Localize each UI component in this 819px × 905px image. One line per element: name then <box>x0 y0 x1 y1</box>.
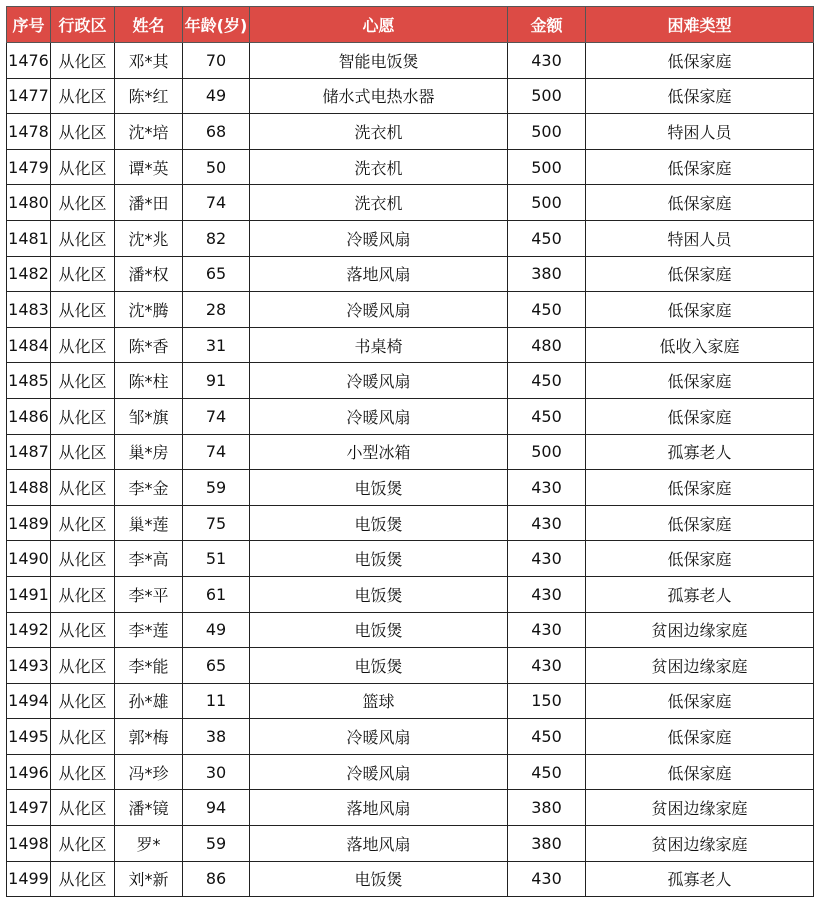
cell-name: 巢*房 <box>115 434 183 470</box>
cell-age: 30 <box>183 754 250 790</box>
cell-amount: 500 <box>508 78 586 114</box>
table-row <box>7 541 814 577</box>
table-row <box>7 363 814 399</box>
table-row <box>7 434 814 470</box>
header-row <box>7 7 814 43</box>
cell-name: 李*能 <box>115 648 183 684</box>
cell-hardship-type: 贫困边缘家庭 <box>586 790 814 826</box>
cell-serial: 1487 <box>7 434 51 470</box>
cell-wish: 电饭煲 <box>250 505 508 541</box>
cell-age: 74 <box>183 398 250 434</box>
cell-wish: 电饭煲 <box>250 470 508 506</box>
header-district: 行政区 <box>51 7 115 43</box>
cell-hardship-type: 低保家庭 <box>586 43 814 79</box>
cell-age: 38 <box>183 719 250 755</box>
cell-age: 91 <box>183 363 250 399</box>
cell-wish: 电饭煲 <box>250 576 508 612</box>
cell-amount: 480 <box>508 327 586 363</box>
cell-serial: 1482 <box>7 256 51 292</box>
cell-amount: 430 <box>508 541 586 577</box>
cell-name: 郭*梅 <box>115 719 183 755</box>
cell-hardship-type: 孤寡老人 <box>586 434 814 470</box>
cell-amount: 450 <box>508 719 586 755</box>
cell-hardship-type: 低保家庭 <box>586 363 814 399</box>
cell-serial: 1485 <box>7 363 51 399</box>
cell-district: 从化区 <box>51 78 115 114</box>
cell-hardship-type: 低收入家庭 <box>586 327 814 363</box>
table-row <box>7 43 814 79</box>
cell-name: 陈*香 <box>115 327 183 363</box>
cell-amount: 450 <box>508 363 586 399</box>
cell-name: 李*高 <box>115 541 183 577</box>
cell-amount: 500 <box>508 434 586 470</box>
cell-name: 陈*红 <box>115 78 183 114</box>
cell-age: 75 <box>183 505 250 541</box>
cell-serial: 1497 <box>7 790 51 826</box>
cell-district: 从化区 <box>51 149 115 185</box>
cell-amount: 430 <box>508 43 586 79</box>
cell-district: 从化区 <box>51 861 115 897</box>
cell-wish: 电饭煲 <box>250 612 508 648</box>
cell-wish: 电饭煲 <box>250 541 508 577</box>
cell-hardship-type: 孤寡老人 <box>586 576 814 612</box>
cell-district: 从化区 <box>51 576 115 612</box>
cell-wish: 落地风扇 <box>250 790 508 826</box>
cell-wish: 冷暖风扇 <box>250 220 508 256</box>
cell-serial: 1481 <box>7 220 51 256</box>
cell-hardship-type: 低保家庭 <box>586 292 814 328</box>
cell-district: 从化区 <box>51 363 115 399</box>
table-row <box>7 220 814 256</box>
table-row <box>7 612 814 648</box>
table-row <box>7 292 814 328</box>
cell-serial: 1480 <box>7 185 51 221</box>
cell-amount: 430 <box>508 576 586 612</box>
table-row <box>7 149 814 185</box>
header-age: 年龄(岁) <box>183 7 250 43</box>
table-row <box>7 861 814 897</box>
cell-age: 70 <box>183 43 250 79</box>
table-row <box>7 790 814 826</box>
cell-name: 李*平 <box>115 576 183 612</box>
cell-amount: 380 <box>508 826 586 862</box>
cell-serial: 1499 <box>7 861 51 897</box>
cell-wish: 冷暖风扇 <box>250 292 508 328</box>
cell-hardship-type: 特困人员 <box>586 114 814 150</box>
cell-name: 巢*莲 <box>115 505 183 541</box>
cell-district: 从化区 <box>51 790 115 826</box>
cell-serial: 1489 <box>7 505 51 541</box>
table-row <box>7 719 814 755</box>
cell-age: 11 <box>183 683 250 719</box>
cell-district: 从化区 <box>51 505 115 541</box>
cell-age: 49 <box>183 612 250 648</box>
cell-amount: 380 <box>508 790 586 826</box>
cell-age: 65 <box>183 256 250 292</box>
cell-hardship-type: 孤寡老人 <box>586 861 814 897</box>
cell-name: 潘*镜 <box>115 790 183 826</box>
cell-district: 从化区 <box>51 541 115 577</box>
cell-wish: 储水式电热水器 <box>250 78 508 114</box>
cell-amount: 450 <box>508 292 586 328</box>
cell-name: 李*金 <box>115 470 183 506</box>
cell-age: 49 <box>183 78 250 114</box>
cell-amount: 450 <box>508 398 586 434</box>
cell-hardship-type: 贫困边缘家庭 <box>586 612 814 648</box>
table-row <box>7 576 814 612</box>
header-name: 姓名 <box>115 7 183 43</box>
cell-name: 潘*田 <box>115 185 183 221</box>
cell-district: 从化区 <box>51 292 115 328</box>
cell-serial: 1493 <box>7 648 51 684</box>
cell-name: 刘*新 <box>115 861 183 897</box>
cell-age: 68 <box>183 114 250 150</box>
cell-district: 从化区 <box>51 185 115 221</box>
cell-wish: 洗衣机 <box>250 114 508 150</box>
cell-hardship-type: 低保家庭 <box>586 470 814 506</box>
header-hardship-type: 困难类型 <box>586 7 814 43</box>
cell-name: 陈*柱 <box>115 363 183 399</box>
cell-district: 从化区 <box>51 327 115 363</box>
cell-district: 从化区 <box>51 256 115 292</box>
cell-district: 从化区 <box>51 719 115 755</box>
cell-wish: 电饭煲 <box>250 861 508 897</box>
cell-age: 59 <box>183 826 250 862</box>
cell-name: 冯*珍 <box>115 754 183 790</box>
cell-wish: 冷暖风扇 <box>250 398 508 434</box>
table-row <box>7 754 814 790</box>
cell-amount: 450 <box>508 220 586 256</box>
cell-amount: 500 <box>508 114 586 150</box>
cell-age: 82 <box>183 220 250 256</box>
cell-serial: 1491 <box>7 576 51 612</box>
cell-district: 从化区 <box>51 754 115 790</box>
cell-wish: 智能电饭煲 <box>250 43 508 79</box>
wish-list-table <box>6 6 814 897</box>
cell-age: 74 <box>183 185 250 221</box>
cell-hardship-type: 低保家庭 <box>586 398 814 434</box>
table-row <box>7 327 814 363</box>
cell-hardship-type: 低保家庭 <box>586 754 814 790</box>
cell-name: 邓*其 <box>115 43 183 79</box>
header-serial: 序号 <box>7 7 51 43</box>
cell-wish: 洗衣机 <box>250 185 508 221</box>
cell-hardship-type: 低保家庭 <box>586 185 814 221</box>
cell-amount: 430 <box>508 505 586 541</box>
table-row <box>7 256 814 292</box>
cell-name: 沈*培 <box>115 114 183 150</box>
cell-name: 罗* <box>115 826 183 862</box>
cell-serial: 1484 <box>7 327 51 363</box>
header-amount: 金额 <box>508 7 586 43</box>
cell-amount: 430 <box>508 470 586 506</box>
cell-serial: 1479 <box>7 149 51 185</box>
table-row <box>7 826 814 862</box>
cell-amount: 450 <box>508 754 586 790</box>
cell-wish: 落地风扇 <box>250 826 508 862</box>
table-row <box>7 78 814 114</box>
cell-age: 94 <box>183 790 250 826</box>
table-row <box>7 470 814 506</box>
cell-amount: 380 <box>508 256 586 292</box>
cell-serial: 1490 <box>7 541 51 577</box>
cell-wish: 冷暖风扇 <box>250 363 508 399</box>
cell-amount: 500 <box>508 185 586 221</box>
table-row <box>7 114 814 150</box>
cell-hardship-type: 贫困边缘家庭 <box>586 648 814 684</box>
cell-wish: 篮球 <box>250 683 508 719</box>
cell-district: 从化区 <box>51 220 115 256</box>
cell-serial: 1486 <box>7 398 51 434</box>
cell-age: 31 <box>183 327 250 363</box>
cell-wish: 小型冰箱 <box>250 434 508 470</box>
cell-district: 从化区 <box>51 434 115 470</box>
cell-hardship-type: 低保家庭 <box>586 256 814 292</box>
cell-district: 从化区 <box>51 826 115 862</box>
table-row <box>7 185 814 221</box>
cell-amount: 430 <box>508 612 586 648</box>
cell-age: 74 <box>183 434 250 470</box>
cell-serial: 1494 <box>7 683 51 719</box>
cell-serial: 1483 <box>7 292 51 328</box>
cell-district: 从化区 <box>51 470 115 506</box>
cell-serial: 1488 <box>7 470 51 506</box>
cell-serial: 1498 <box>7 826 51 862</box>
cell-amount: 500 <box>508 149 586 185</box>
cell-name: 沈*腾 <box>115 292 183 328</box>
cell-hardship-type: 低保家庭 <box>586 719 814 755</box>
cell-name: 潘*权 <box>115 256 183 292</box>
cell-serial: 1478 <box>7 114 51 150</box>
cell-district: 从化区 <box>51 648 115 684</box>
cell-age: 86 <box>183 861 250 897</box>
cell-hardship-type: 特困人员 <box>586 220 814 256</box>
cell-amount: 430 <box>508 861 586 897</box>
cell-serial: 1495 <box>7 719 51 755</box>
table-row <box>7 505 814 541</box>
cell-wish: 冷暖风扇 <box>250 754 508 790</box>
cell-wish: 冷暖风扇 <box>250 719 508 755</box>
cell-name: 谭*英 <box>115 149 183 185</box>
cell-amount: 150 <box>508 683 586 719</box>
cell-name: 沈*兆 <box>115 220 183 256</box>
cell-hardship-type: 低保家庭 <box>586 149 814 185</box>
cell-serial: 1477 <box>7 78 51 114</box>
cell-hardship-type: 低保家庭 <box>586 505 814 541</box>
cell-wish: 书桌椅 <box>250 327 508 363</box>
table-row <box>7 648 814 684</box>
cell-name: 李*莲 <box>115 612 183 648</box>
cell-wish: 落地风扇 <box>250 256 508 292</box>
header-wish: 心愿 <box>250 7 508 43</box>
cell-serial: 1496 <box>7 754 51 790</box>
cell-age: 65 <box>183 648 250 684</box>
cell-age: 50 <box>183 149 250 185</box>
cell-district: 从化区 <box>51 683 115 719</box>
cell-district: 从化区 <box>51 398 115 434</box>
cell-wish: 电饭煲 <box>250 648 508 684</box>
cell-hardship-type: 低保家庭 <box>586 683 814 719</box>
cell-serial: 1476 <box>7 43 51 79</box>
cell-name: 邹*旗 <box>115 398 183 434</box>
cell-hardship-type: 贫困边缘家庭 <box>586 826 814 862</box>
cell-hardship-type: 低保家庭 <box>586 541 814 577</box>
cell-district: 从化区 <box>51 114 115 150</box>
cell-district: 从化区 <box>51 612 115 648</box>
cell-district: 从化区 <box>51 43 115 79</box>
cell-amount: 430 <box>508 648 586 684</box>
cell-hardship-type: 低保家庭 <box>586 78 814 114</box>
table-body <box>7 43 814 897</box>
cell-age: 51 <box>183 541 250 577</box>
cell-serial: 1492 <box>7 612 51 648</box>
table-row <box>7 398 814 434</box>
cell-age: 28 <box>183 292 250 328</box>
cell-age: 61 <box>183 576 250 612</box>
cell-age: 59 <box>183 470 250 506</box>
table-row <box>7 683 814 719</box>
cell-name: 孙*雄 <box>115 683 183 719</box>
cell-wish: 洗衣机 <box>250 149 508 185</box>
